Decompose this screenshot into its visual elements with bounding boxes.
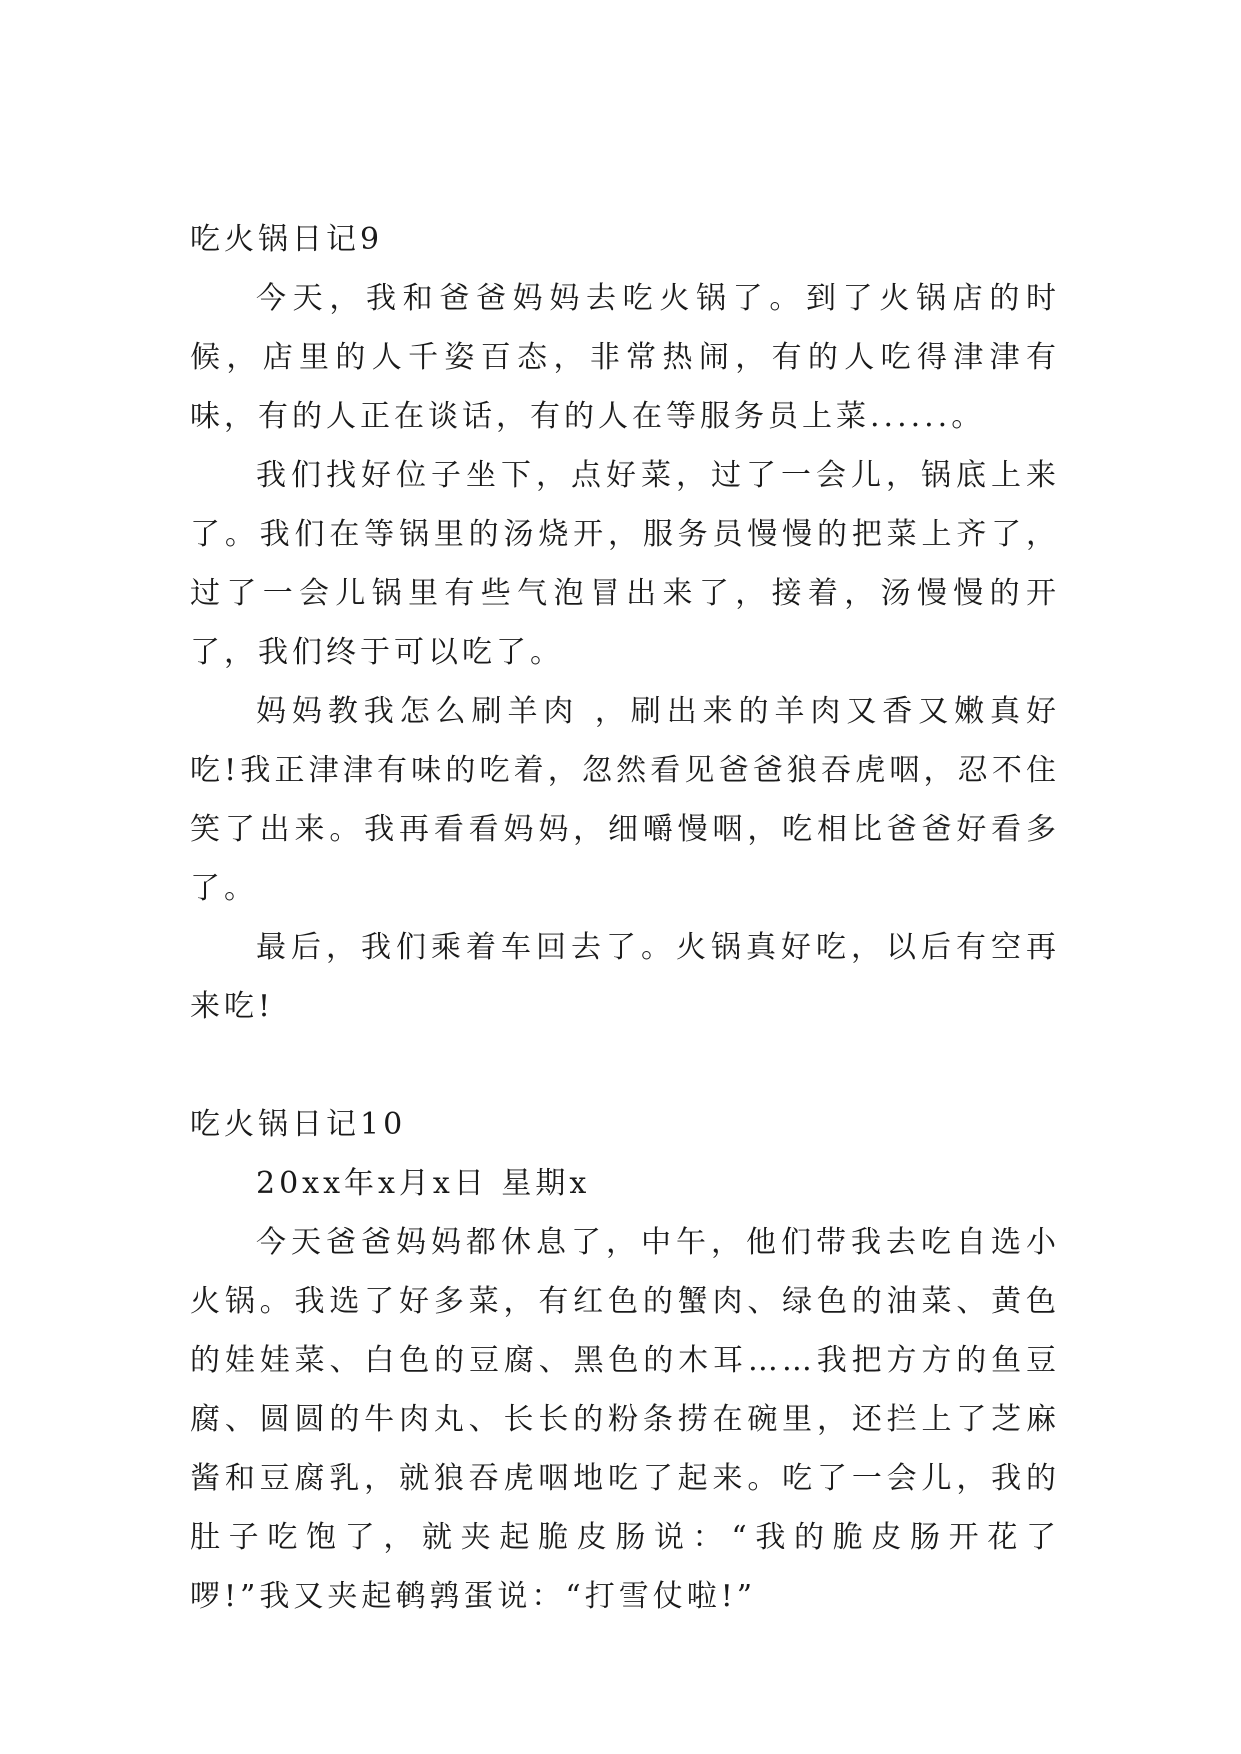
section-spacer <box>190 1036 1060 1095</box>
section-title-diary-9: 吃火锅日记9 <box>190 222 384 257</box>
paragraph-diary-9-4: 最后，我们乘着车回去了。火锅真好吃，以后有空再来吃! <box>190 930 1060 1024</box>
document-body <box>190 210 1060 1626</box>
paragraph-diary-10-1: 今天爸爸妈妈都休息了，中午，他们带我去吃自选小火锅。我选了好多菜，有红色的蟹肉、绿色的油菜、黄色的娃娃菜、白色的豆腐、黑色的木耳……我把方方的鱼豆腐、圆圆的牛肉丸、长长的粉条捞在碗里，还拦上了芝麻酱和豆腐乳，就狼吞虎咽地吃了起来。吃了一会儿，我的肚子吃饱了，就夹起脆皮肠说：“我的脆皮肠开花了啰!”我又夹起鹌鹑蛋说：“打雪仗啦!” <box>190 1225 1060 1614</box>
paragraph-diary-9-2: 我们找好位子坐下，点好菜，过了一会儿，锅底上来了。我们在等锅里的汤烧开，服务员慢慢的把菜上齐了，过了一会儿锅里有些气泡冒出来了，接着，汤慢慢的开了，我们终于可以吃了。 <box>190 458 1060 670</box>
section-title-diary-10: 吃火锅日记10 <box>190 1107 407 1142</box>
date-line-diary-10: 20xx年x月x日 星期x <box>256 1166 591 1201</box>
paragraph-diary-9-3: 妈妈教我怎么刷羊肉 ，刷出来的羊肉又香又嫩真好吃!我正津津有味的吃着，忽然看见爸爸狼吞虎咽，忍不住笑了出来。我再看看妈妈，细嚼慢咽，吃相比爸爸好看多了。 <box>190 694 1060 906</box>
paragraph-diary-9-1: 今天，我和爸爸妈妈去吃火锅了。到了火锅店的时候，店里的人千姿百态，非常热闹，有的人吃得津津有味，有的人正在谈话，有的人在等服务员上菜......。 <box>190 281 1060 434</box>
